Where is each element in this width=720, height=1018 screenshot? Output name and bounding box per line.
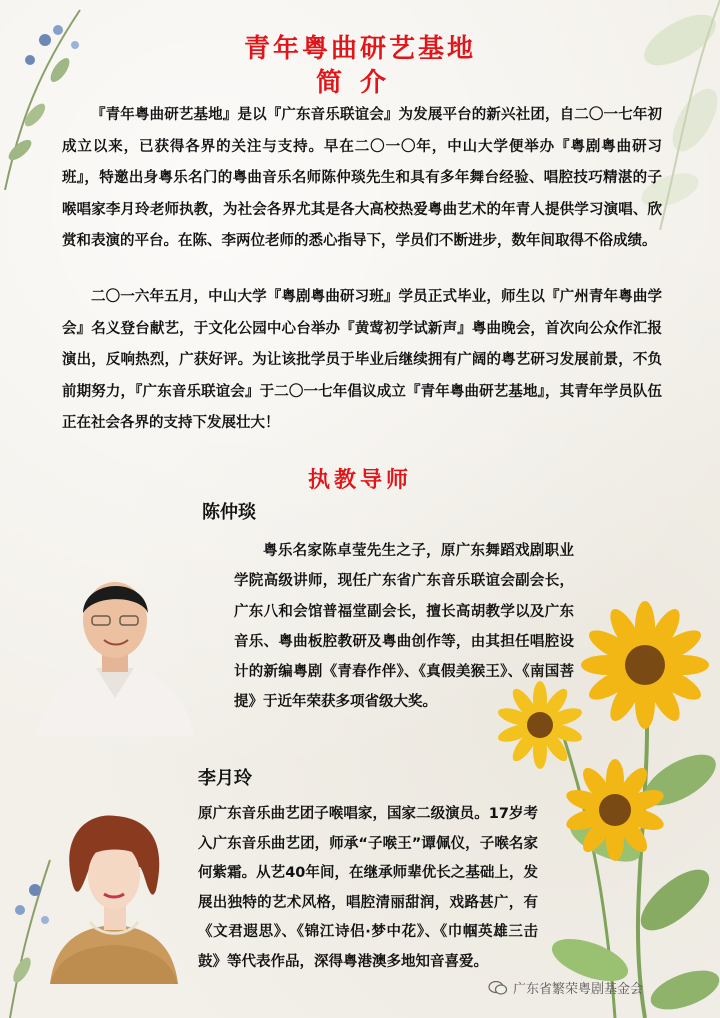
page-subtitle: 简介: [315, 68, 404, 98]
portrait-chen-photo: [36, 568, 194, 736]
teacher-bio-li: 原广东音乐曲艺团子喉唱家，国家二级演员。17岁考入广东音乐曲艺团，师承“子喉王”谭佩仪，子喉名家何紫霜。从艺40年间，在继承师辈优长之基础上，发展出独特的艺术风格，唱腔清丽甜润，戏路甚广，有《文君遐思》、《锦江诗侣·梦中花》、《巾帼英雄三击鼓》等代表作品，深得粤港澳多地知音喜爱。: [198, 806, 538, 970]
intro-paragraph-1: 『青年粤曲研艺基地』是以『广东音乐联谊会』为发展平台的新兴社团，自二〇一七年初成立以来，已获得各界的关注与支持。早在二〇一〇年，中山大学便举办『粤剧粤曲研习班』，特邀出身粤乐名门的粤曲音乐名师陈仲琰先生和具有多年舞台经验、唱腔技巧精湛的子喉唱家李月玲老师执教，为社会各界尤其是各大高校热爱粤曲艺术的年青人提供学习演唱、欣赏和表演的平台。在陈、李两位老师的悉心指导下，学员们不断进步，数年间取得不俗成绩。: [62, 107, 662, 250]
page-title: 青年粤曲研艺基地: [243, 34, 476, 64]
intro-paragraph-2: 二〇一六年五月，中山大学『粤剧粤曲研习班』学员正式毕业，师生以『广州青年粤曲学会』名义登台献艺，于文化公园中心台举办『黄莺初学试新声』粤曲晚会，首次向公众作汇报演出，反响热烈，广获好评。为让该批学员于毕业后继续拥有广阔的粤艺研习发展前景，不负前期努力，『广东音乐联谊会』于二〇一七年倡议成立『青年粤曲研艺基地』，其青年学员队伍正在社会各界的支持下发展壮大！: [62, 289, 662, 432]
teacher-name-li: 李月玲: [198, 768, 252, 789]
teacher-name-chen: 陈仲琰: [202, 502, 256, 523]
watermark-text: 广东省繁荣粤剧基金会: [513, 982, 644, 997]
teacher-bio-chen: 粤乐名家陈卓莹先生之子，原广东舞蹈戏剧职业学院高级讲师，现任广东省广东音乐联谊会副会长，广东八和会馆普福堂副会长，擅长高胡教学以及广东音乐、粤曲板腔教研及粤曲创作等，由其担任唱腔设计的新编粤剧《青春作伴》、《真假美猴王》、《南国菩提》于近年荣获多项省级大奖。: [234, 543, 574, 711]
wechat-icon: [488, 981, 508, 995]
portrait-li-photo: [50, 812, 178, 984]
teachers-section-title: 执教导师: [307, 468, 412, 493]
watermark: [488, 978, 643, 997]
